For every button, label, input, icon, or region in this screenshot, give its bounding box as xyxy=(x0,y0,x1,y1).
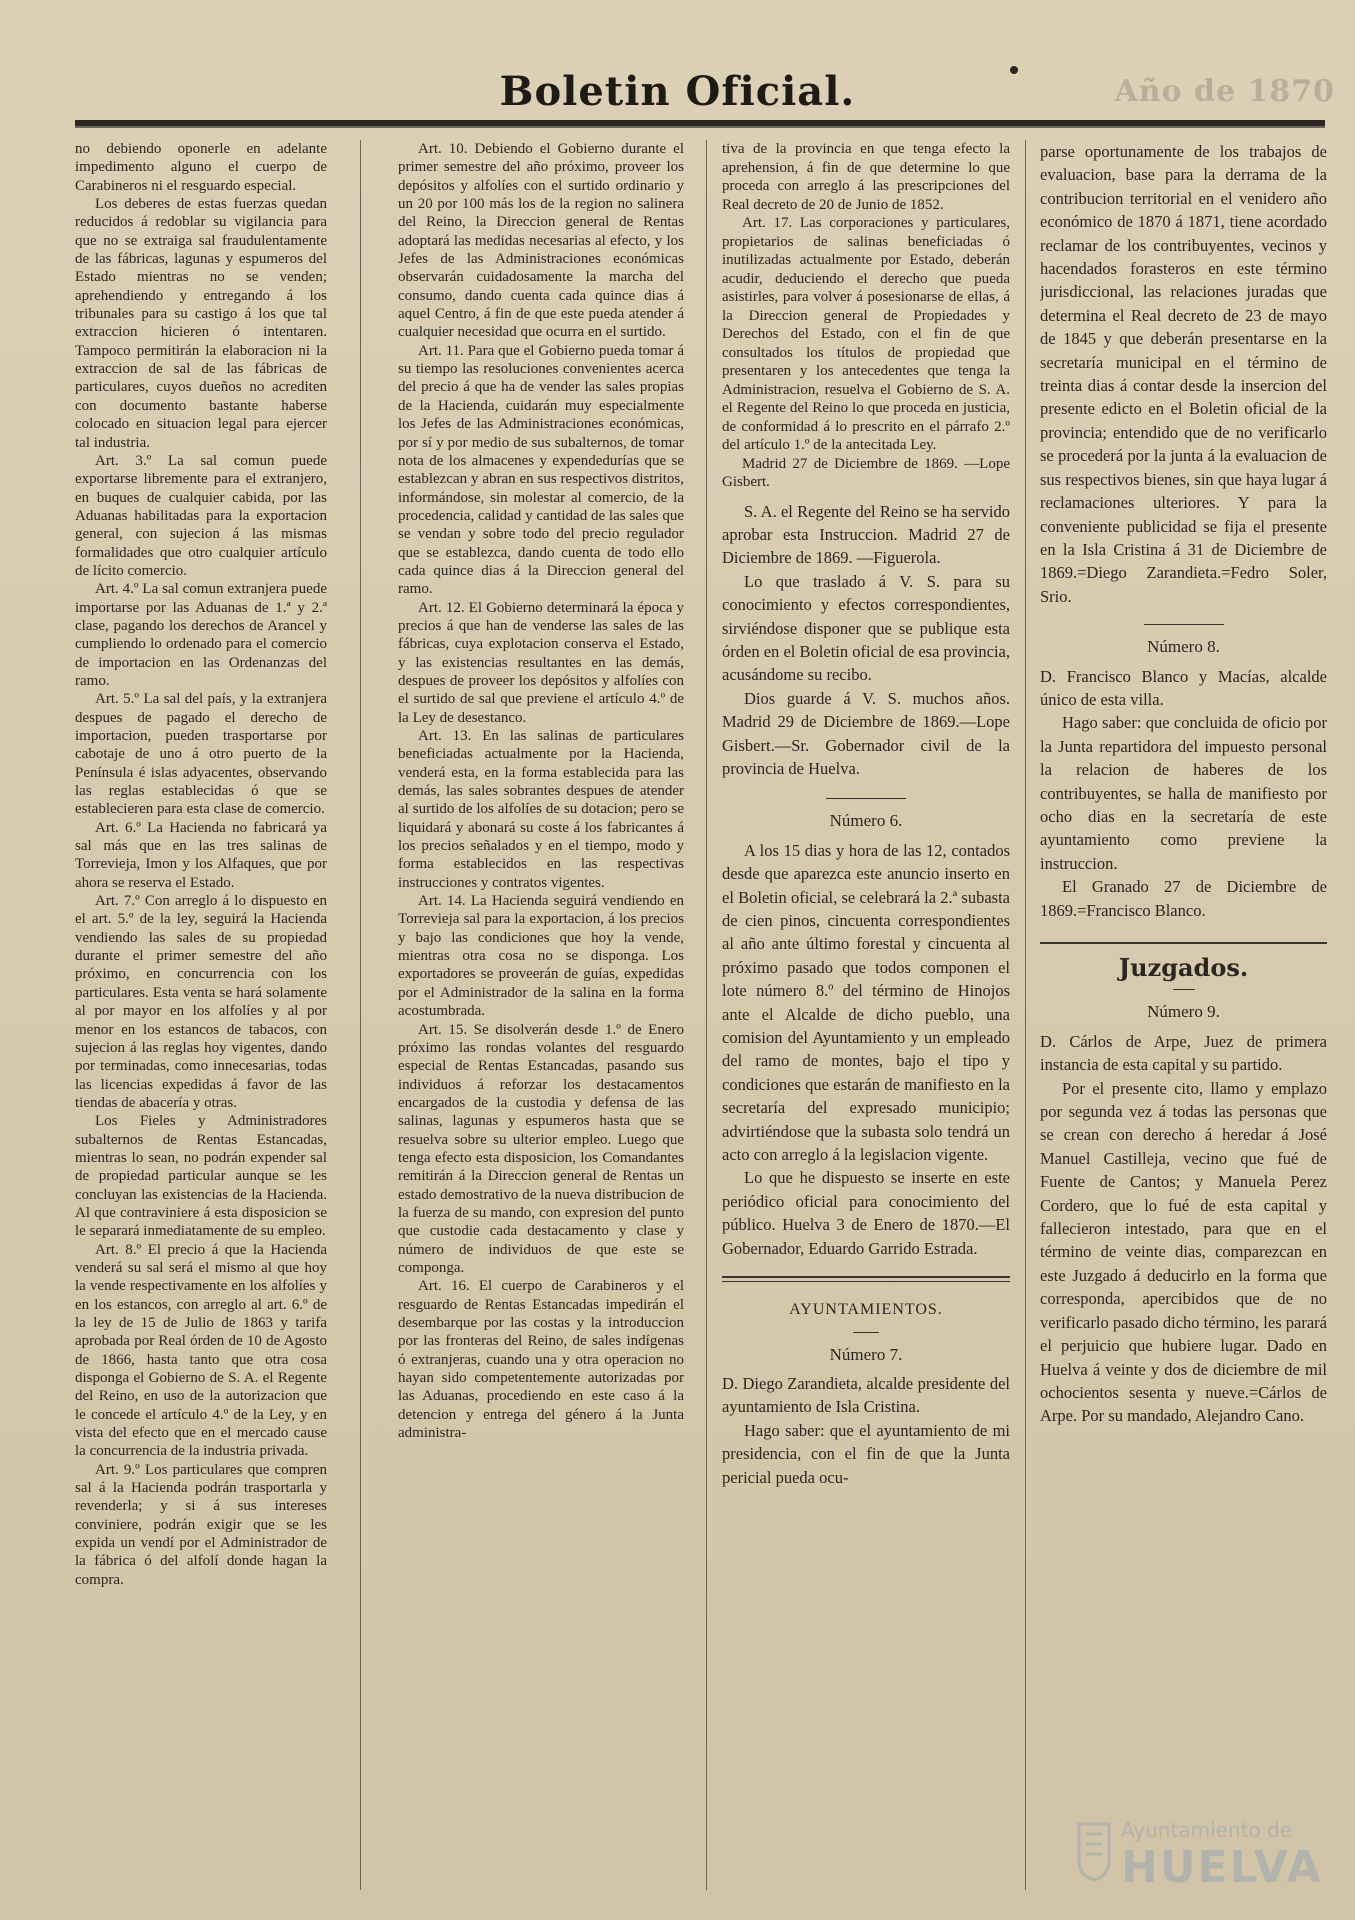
paragraph: no debiendo oponerle en adelante impedimento alguno el cuerpo de Carabineros ni el resguardo especial. xyxy=(75,141,327,194)
newspaper-title: Boletin Oficial. xyxy=(499,68,856,115)
section-number: Número 9. xyxy=(1147,1002,1220,1022)
section-number: Número 8. xyxy=(1147,637,1220,657)
article-17: Art. 17. Las corporaciones y particulares, propietarios de salinas beneficiadas ó inutilizadas actualmente por Estado, deberán acudir, deduciendo el derecho que pueda asistirles, para volver á posesionarse de ellas, á la Direccion general de Propiedades y Derechos del Estado, con el fin de que consultados los títulos de propiedad que presentaren y los antecedentes que tenga la Administracion, resuelva el Gobierno de S. A. el Regente del Reino lo que proceda en justicia, de conformidad á lo prescrito en el párrafo 2.º del artículo 1.º de la antecitada Ley. xyxy=(722,215,1010,453)
article-11: Art. 11. Para que el Gobierno pueda tomar á su tiempo las resoluciones convenientes acerca del precio á que ha de vender las sales propias de la Hacienda, cuidarán muy especialmente los Jefes de las Administraciones económicas, por sí y por medio de sus subalternos, de tomar nota de los almacenes y expendedurías que se establezcan y abran en sus respectivos distritos, informándose, sin molestar al comercio, de la procedencia, calidad y cantidad de las sales que se vendan y sobre todo del precio regulador que se establezca, dando cuenta de todo ello cada quince dias á la Direccion general del ramo. xyxy=(398,342,684,598)
paragraph: Lo que he dispuesto se inserte en este periódico oficial para conocimiento del público. Huelva 3 de Enero de 1870.—El Gobernador, Eduardo Garrido Estrada. xyxy=(722,1168,1010,1258)
notice-8 xyxy=(1040,635,1327,922)
separator xyxy=(1144,624,1224,625)
paragraph: Hago saber: que el ayuntamiento de mi presidencia, con el fin de que la Junta pericial pueda ocu- xyxy=(722,1420,1010,1487)
separator xyxy=(853,1332,879,1333)
watermark-line-1: Ayuntamiento de xyxy=(1121,1818,1293,1842)
article-7: Art. 7.º Con arreglo á lo dispuesto en el art. 5.º de la ley, seguirá la Hacienda vendiendo las sales de su propiedad durante el primer semestre del año próximo, en concurrencia con los particulares. Esta venta se hará solamente al por mayor en los alfolíes y al por menor en los estancos de tabacos, con sujecion á las reglas hoy vigentes, dando por terminadas, como innecesarias, todas las licencias expedidas á favor de las tiendas de abacería y otras. xyxy=(75,893,327,1111)
paragraph: S. A. el Regente del Reino se ha servido aprobar esta Instruccion. Madrid 27 de Diciembre de 1869. —Figuerola. xyxy=(722,501,1010,568)
paragraph: Dios guarde á V. S. muchos años. Madrid 29 de Diciembre de 1869.—Lope Gisbert.—Sr. Gobernador civil de la provincia de Huelva. xyxy=(722,688,1010,778)
masthead xyxy=(0,62,1355,118)
paragraph: Los deberes de estas fuerzas quedan reducidos á redoblar su vigilancia para que no se extraiga sal fraudulentamente de las fábricas, lagunas y espumeros del Estado mientras no se venden; aprehendiendo y entregando á los tribunales para su castigo á los que tal extraccion hicieren ó intentaren. Tampoco permitirán la elaboracion ni la extraccion de sal de las fábricas de particulares, cuyos dueños no acrediten con documento bastante haberse colocado en situacion legal para ejercer tal industria. xyxy=(75,196,327,451)
article-16: Art. 16. El cuerpo de Carabineros y el resguardo de Rentas Estancadas impedirán el desembarque por las costas y la introduccion por las fronteras del Reino, de sales indígenas ó extranjeras, cuando una y otra operacion no hayan sido competentemente autorizadas por las Aduanas, procediendo en este caso á la detencion y entrega del género á la Junta administra- xyxy=(398,1278,684,1442)
ink-spot xyxy=(1010,66,1018,74)
masthead-rule xyxy=(75,120,1325,128)
article-6: Art. 6.º La Hacienda no fabricará ya sal más que en las tres salinas de Torrevieja, Imon y los Alfaques, que por ahora se reserva el Estado. xyxy=(75,819,327,891)
section-number: Número 6. xyxy=(829,811,903,831)
column-rule xyxy=(360,140,361,1890)
paragraph: Los Fieles y Administradores subalternos de Rentas Estancadas, mientras lo sean, no podrán expender sal de propiedad particular aunque se les concluyan las existencias de la Hacienda. Al que contraviniere á esta disposicion se le separará inmediatamente de su empleo. xyxy=(75,1113,327,1240)
column-3 xyxy=(722,140,1010,1900)
paragraph: tiva de la provincia en que tenga efecto la aprehension, á fin de que determine lo que proceda con arreglo á las prescripciones del Real decreto de 20 de Junio de 1852. xyxy=(722,141,1010,213)
article-5: Art. 5.º La sal del país, y la extranjera despues de pagado el derecho de importacion, pueden trasportarse por cabotaje de uno á otro puerto de la Península é islas adyacentes, observando las reglas establecidas ó que se establecieren para esta clase de comercio. xyxy=(75,691,327,818)
notice-6 xyxy=(722,809,1010,1260)
edict-continuation xyxy=(1040,140,1327,608)
approval-block xyxy=(722,500,1010,781)
column-rule xyxy=(1025,140,1026,1890)
city-crest-icon xyxy=(1077,1820,1111,1882)
paragraph: Lo que traslado á V. S. para su conocimiento y efectos correspondientes, sirviéndose disponer que se publique esta órden en el Boletin oficial de esa provincia, acusándome su recibo. xyxy=(722,571,1010,685)
article-8: Art. 8.º El precio á que la Hacienda venderá su sal será el mismo al que hoy la vende respectivamente en los alfolíes y en los estancos, con arreglo al art. 6.º de la ley de 15 de Julio de 1863 y tarifa aprobada por Real órden de 10 de Agosto de 1866, hasta tanto que otra cosa disponga el Gobierno de S. A. el Regente del Reino, en uso de la autorizacion que le concede el artículo 4.º de la Ley, y en vista del efecto que en el mercado cause la concurrencia de la industria privada. xyxy=(75,1241,327,1460)
ayuntamientos-section xyxy=(722,1298,1010,1489)
watermark-line-2: HUELVA xyxy=(1121,1842,1323,1893)
masthead-year: Año de 1870 xyxy=(1114,74,1335,109)
article-4: Art. 4.º La sal comun extranjera puede importarse por las Aduanas de 1.ª y 2.ª clase, pagando los derechos de Arancel y cumpliendo lo ordenado para el comercio de importacion en las Ordenanzas del ramo. xyxy=(75,581,327,689)
separator xyxy=(826,798,906,799)
article-17-block xyxy=(722,140,1010,492)
paragraph: D. Diego Zarandieta, alcalde presidente del ayuntamiento de Isla Cristina. xyxy=(722,1373,1010,1417)
article-10: Art. 10. Debiendo el Gobierno durante el primer semestre del año próximo, proveer los depósitos y alfolíes con el surtido ordinario y un 20 por 100 más los de la region no salinera del Reino, la Direccion general de Rentas adoptará las medidas necesarias al efecto, y los Jefes de las Administraciones económicas observarán cuidadosamente la marcha del consumo, dando cuenta cada quince dias á aquel Centro, á fin de que este pueda atender á cualquier necesidad que ocurra en el surtido. xyxy=(398,141,684,341)
column-1 xyxy=(75,140,327,1900)
article-14: Art. 14. La Hacienda seguirá vendiendo en Torrevieja sal para la exportacion, á los precios y bajo las condiciones que hoy la vende, mientras otra cosa no se disponga. Los exportadores se proveerán de guías, expedidas por el Administrador de la salina en la forma acostumbrada. xyxy=(398,893,684,1020)
article-9: Art. 9.º Los particulares que compren sal á la Hacienda podrán trasportarla y revenderla; y si á sus intereses conviniere, podrán exigir que se les expida un vendí por el Administrador de la fábrica ó del alfolí donde hagan la compra. xyxy=(75,1461,327,1588)
section-title: Juzgados. xyxy=(1118,953,1249,982)
paragraph: D. Cárlos de Arpe, Juez de primera instancia de esta capital y su partido. xyxy=(1040,1031,1327,1075)
paragraph: parse oportunamente de los trabajos de evaluacion, base para la derrama de la contribucion territorial en el venidero año económico de 1870 á 1871, tiene acordado reclamar de los contribuyentes, vecinos y hacendados forasteros en este término jurisdiccional, las relaciones juradas que determina el Real decreto de 23 de mayo de 1845 y que deberán presentarse en la secretaría municipal en el término de treinta dias á contar desde la insercion del presente edicto en el Boletin oficial de la provincia; entendido que de no verificarlo se procederá por la junta á la evaluacion de sus respectivos bienes, sin que haya lugar á reclamaciones ulteriores. Y para la conveniente publicidad se fija el presente en la Isla Cristina á 31 de Diciembre de 1869.=Diego Zarandieta.=Fedro Soler, Srio. xyxy=(1040,142,1327,606)
paragraph: El Granado 27 de Diciembre de 1869.=Francisco Blanco. xyxy=(1040,877,1327,920)
signature: Madrid 27 de Diciembre de 1869. —Lope Gisbert. xyxy=(722,455,1010,490)
paragraph: Hago saber: que concluida de oficio por la Junta repartidora del impuesto personal la relacion de haberes de los contribuyentes, se halla de manifiesto por ocho dias en la secretaría de este ayuntamiento como previene la instruccion. xyxy=(1040,713,1327,873)
column-rule xyxy=(706,140,707,1890)
section-number: Número 7. xyxy=(829,1344,903,1364)
juzgados-section xyxy=(1040,953,1327,1428)
column-2 xyxy=(398,140,684,1900)
paragraph: Por el presente cito, llamo y emplazo por segunda vez á todas las personas que se crean con derecho á heredar á José Manuel Castilleja, vecino que fué de Fuente de Cantos; y Manuela Perez Cordero, que lo fué de esta capital y fallecieron intestado, para que en el término de veinte dias, comparezcan en este Juzgado á deducirlo en la forma que corresponda, apercibidos que de no verificarlo pasado dicho término, les parará el perjuicio que hubiere lugar. Dado en Huelva á veinte y dos de diciembre de mil ochocientos sesenta y nueve.=Cárlos de Arpe. Por su mandado, Alejandro Cano. xyxy=(1040,1078,1327,1426)
separator xyxy=(722,1276,1010,1282)
separator xyxy=(1173,989,1195,990)
paragraph: A los 15 dias y hora de las 12, contados desde que aparezca este anuncio inserto en el Boletin oficial, se celebrará la 2.ª subasta de cien pinos, cincuenta correspondientes al año ante último forestal y cincuenta al próximo pasado que todos componen el lote número 8.º del término de Hinojos ante el Alcalde de dicho pueblo, una comision del Ayuntamiento y un empleado del ramo de montes, bajo el tipo y condiciones que estarán de manifiesto en la secretaría del expresado municipio; advirtiéndose que la subasta solo tendrá un acto con arreglo á la legislacion vigente. xyxy=(722,840,1010,1165)
archive-watermark xyxy=(1077,1812,1323,1902)
article-3: Art. 3.º La sal comun puede exportarse libremente para el extranjero, en buques de cualquier cabida, por las Aduanas habilitadas para la exportacion general, con sujecion á las mismas formalidades que otro cualquier artículo de lícito comercio. xyxy=(75,452,327,579)
article-12: Art. 12. El Gobierno determinará la época y precios á que han de venderse las sales de las fábricas, cuya explotacion conserva el Estado, y las existencias resultantes en las demás, despues de proveer los depósitos y alfolíes con el surtido de sal que previene el artículo 4.º de la Ley de desestanco. xyxy=(398,599,684,726)
section-title: AYUNTAMIENTOS. xyxy=(789,1301,943,1319)
separator xyxy=(1040,942,1327,944)
paragraph: D. Francisco Blanco y Macías, alcalde único de esta villa. xyxy=(1040,666,1327,709)
column-4 xyxy=(1040,140,1327,1900)
article-15: Art. 15. Se disolverán desde 1.º de Enero próximo las rondas volantes del resguardo especial de Rentas Estancadas, pasando sus individuos á reforzar los destacamentos encargados de la custodia y defensa de las salinas, lagunas y espumeros hasta que se resuelva sobre su ulterior empleo. Luego que tenga efecto esta disposicion, los Comandantes remitirán á la Direccion general de Rentas un estado demostrativo de la nueva distribucion de la fuerza de su mando, con expresion del punto que custodie cada destacamento y clase y número de individuos de que este se componga. xyxy=(398,1021,684,1276)
article-13: Art. 13. En las salinas de particulares beneficiadas actualmente por la Hacienda, venderá esta, en la forma establecida para las demás, las sales sobrantes despues de atender al surtido de los alfolíes de su dotacion; pero se liquidará y abonará su coste á los fabricantes á los precios señalados y en el tiempo, modo y forma establecidos en las respectivas instrucciones y contratos vigentes. xyxy=(398,728,684,891)
